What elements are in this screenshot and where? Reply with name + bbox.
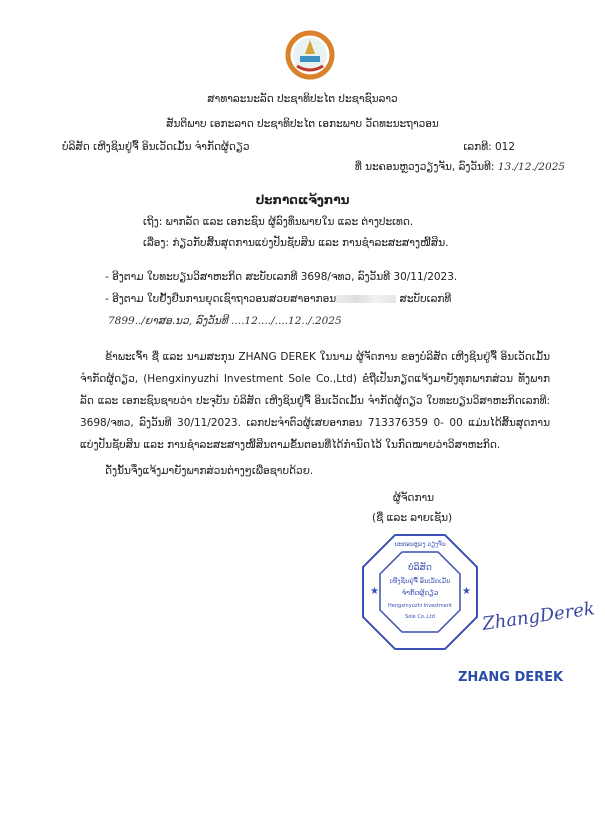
reference-2-continued xyxy=(108,314,342,328)
stamp-line: Hengxinyuzhi Investment xyxy=(388,603,452,609)
country-name: ສາທາລະນະລັດ ປະຊາທິປະໄຕ ປະຊາຊົນລາວ xyxy=(207,93,398,105)
document-number: ເລກທີ: 012 xyxy=(463,141,515,153)
closing-line: ດັ່ງນັ້ນຈຶ່ງແຈ້ງມາຍັງພາກສ່ວນຕ່າງໆເພື່ອຊາບດ້ວຍ. xyxy=(105,465,314,477)
place-date-label: ທີ່ ນະຄອນຫຼວງວຽງຈັນ, ລົງວັນທີ: xyxy=(354,161,495,173)
signatory-name: ZHANG DEREK xyxy=(458,670,564,685)
signature-note: (ຊື່ ແລະ ລາຍເຊັນ) xyxy=(372,512,453,524)
star-icon: ★ xyxy=(370,586,379,597)
reference-2-text: - ອີງຕາມ ໃບຢັ້ງຢືນການຍຸດເຊົາຖາວອນສວຍສາອາກອນ xyxy=(105,293,337,305)
body-paragraph: ຂ້າພະເຈົ້າ ຊື່ ແລະ ນາມສະກຸນ ZHANG DEREK ໃນນາມ ຜູ້ຈັດການ ຂອງບໍລິສັດ ເຫີງຊິນຢູ່ຈື້ ອິນເວັດເມັ້ນ ຈຳກັດຜູ້ດຽວ, (Hengxinyuzhi Investment Sole Co.,Ltd) ຂໍຖືເປັນກຽດແຈ້ງມາຍັງທຸກພາກສ່ວນ ທັງພາກລັດ ແລະ ເອກະຊົນຊາບວ່າ ປະຈຸບັນ ບໍລິສັດ ເຫີງຊິນຢູ່ຈື້ ອິນເວັດເມັ້ນ ຈຳກັດຜູ້ດຽວ ໃບທະບຽນວິສາຫະກິດເລກທີ: 3698/ຈທວ, ລົງວັນທີ 30/11/2023. ເລກປະຈຳຕົວຜູ້ເສຍອາກອນ 713376359 0- 00 ແມ່ນໄດ້ສິ້ນສຸດການແບ່ງປັນຊັບສິນ ແລະ ການຊຳລະສະສາງໜີ້ສິນຕາມຂັ້ນຕອນທີ່ໄດ້ກຳນົດໄວ້ ໃນກົດໝາຍວ່າວິສາຫະກິດ. xyxy=(80,351,550,451)
reference-2-number: 7899../ຍາສອ.ນວ, ລົງວັນທີ xyxy=(108,315,228,327)
stamp-line: Sole Co.,Ltd xyxy=(405,614,435,620)
stamp-line: ບໍລິສັດ xyxy=(408,563,432,573)
company-name: ບໍລິສັດ ເຫີງຊິນຢູ່ຈື້ ອິນເວັດເມັ້ນ ຈຳກັດຜູ້ດຽວ xyxy=(62,141,250,153)
place-date xyxy=(355,160,565,174)
star-icon: ★ xyxy=(462,586,471,597)
stamp-ring-text: ນະຄອນຫຼວງ ວຽງຈັນ xyxy=(394,541,446,548)
document-title: ປະກາດແຈ້ງການ xyxy=(255,193,350,207)
reference-2-tail: ສະບັບເລກທີ xyxy=(399,293,452,305)
reference-1: - ອີງຕາມ ໃບທະບຽນວິສາຫະກິດ ສະບັບເລກທີ 3698/ຈທວ, ລົງວັນທີ 30/11/2023. xyxy=(105,271,458,283)
signatory-role: ຜູ້ຈັດການ xyxy=(393,492,435,504)
handwritten-signature: ZhangDerek xyxy=(481,598,597,635)
body-section xyxy=(80,346,597,698)
company-stamp xyxy=(360,532,480,652)
national-emblem-icon xyxy=(285,30,335,80)
signature-block xyxy=(80,528,597,698)
document-date: 13./12./2025 xyxy=(497,161,565,173)
national-motto: ສັນຕິພາບ ເອກະລາດ ປະຊາທິປະໄຕ ເອກະພາບ ວັດທະນະຖາວອນ xyxy=(166,118,439,130)
stamp-line: ເຫີງຊິນຢູ່ຈື້ ອິນເວັດເມັ້ນ xyxy=(389,577,451,585)
reference-2-date: ....12..../....12../.2025 xyxy=(231,315,342,327)
stamp-line: ຈຳກັດຜູ້ດຽວ xyxy=(401,589,439,597)
subject-line: ເລື່ອງ: ກ່ຽວກັບສິ້ນສຸດການແບ່ງປັນຊັບສິນ ແລະ ການຊຳລະສະສາງໜີ້ສິນ. xyxy=(143,237,449,249)
reference-2 xyxy=(105,292,451,306)
recipient-line: ເຖິງ: ພາກລັດ ແລະ ເອກະຊົນ ຜູ້ລົງທຶນພາຍໃນ ແລະ ຕ່າງປະເທດ. xyxy=(143,216,414,228)
redacted-area xyxy=(336,295,396,303)
